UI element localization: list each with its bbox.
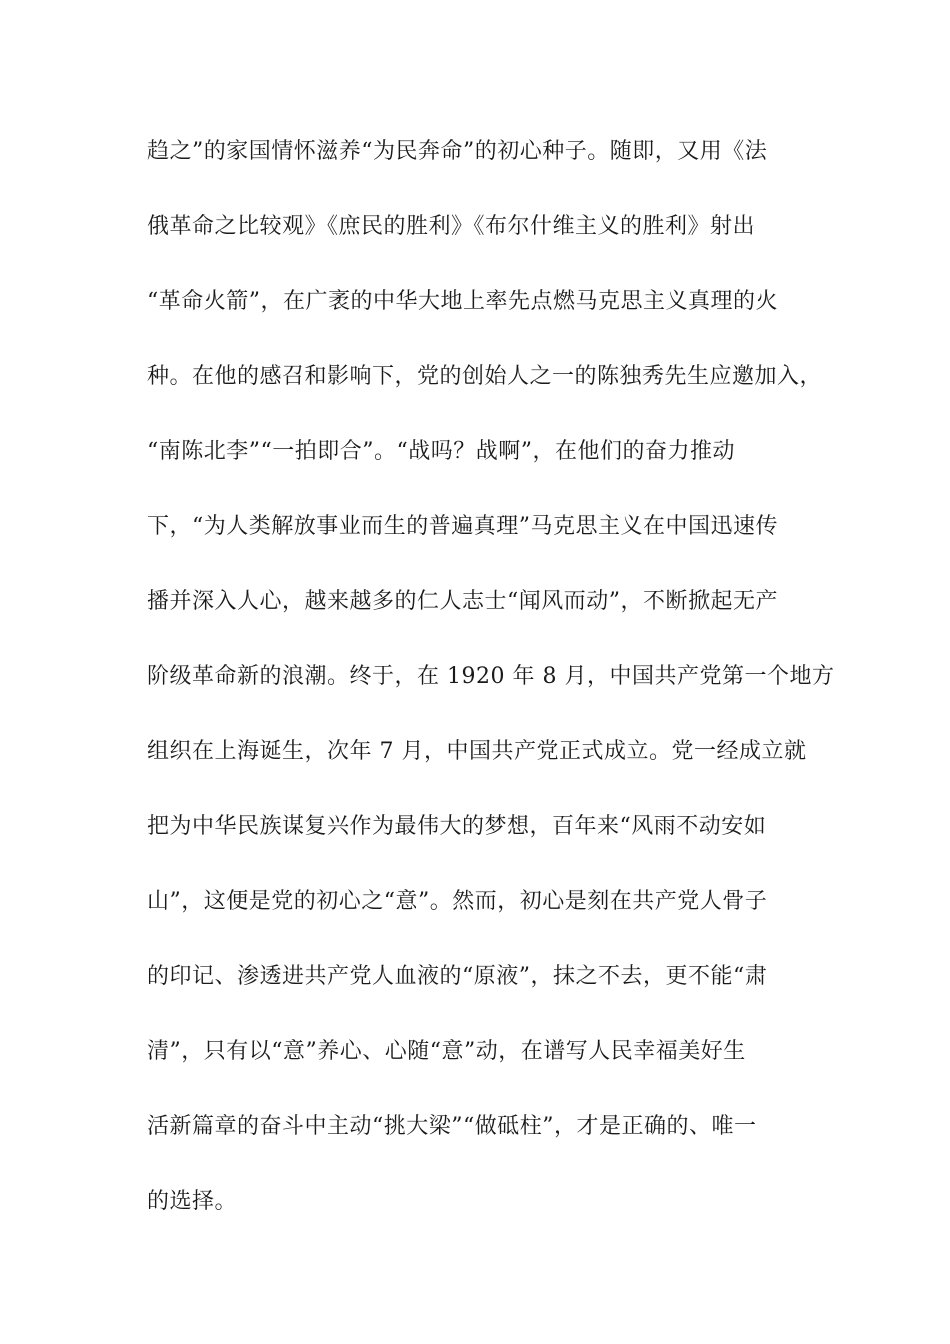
text-line: 清”，只有以“意”养心、心随“意”动，在谱写人民幸福美好生	[147, 1039, 746, 1064]
text-line: 活新篇章的奋斗中主动“挑大梁”“做砥柱”，才是正确的、唯一	[147, 1114, 757, 1139]
text-line: 的选择。	[147, 1189, 238, 1214]
text-line: 组织在上海诞生，次年 7 月，中国共产党正式成立。党一经成立就	[147, 739, 807, 764]
text-line: 的印记、渗透进共产党人血液的“原液”，抹之不去，更不能“肃	[147, 964, 768, 989]
text-line: 种。在他的感召和影响下，党的创始人之一的陈独秀先生应邀加入，	[147, 364, 823, 389]
text-line: 俄革命之比较观》《庶民的胜利》《布尔什维主义的胜利》射出	[147, 214, 756, 239]
text-line: 阶级革命新的浪潮。终于，在 1920 年 8 月，中国共产党第一个地方	[147, 664, 835, 689]
text-line: “南陈北李”“一拍即合”。“战吗？战啊”，在他们的奋力推动	[147, 439, 735, 464]
text-line: 播并深入人心，越来越多的仁人志士“闻风而动”，不断掀起无产	[147, 589, 778, 614]
text-line: “革命火箭”，在广袤的中华大地上率先点燃马克思主义真理的火	[147, 289, 778, 314]
text-line: 山”，这便是党的初心之“意”。然而，初心是刻在共产党人骨子	[147, 889, 768, 914]
body-paragraph	[147, 132, 835, 1257]
text-line: 下，“为人类解放事业而生的普遍真理”马克思主义在中国迅速传	[147, 514, 778, 539]
text-line: 把为中华民族谋复兴作为最伟大的梦想，百年来“风雨不动安如	[147, 814, 767, 839]
text-line: 趋之”的家国情怀滋养“为民奔命”的初心种子。随即，又用《法	[147, 139, 768, 164]
